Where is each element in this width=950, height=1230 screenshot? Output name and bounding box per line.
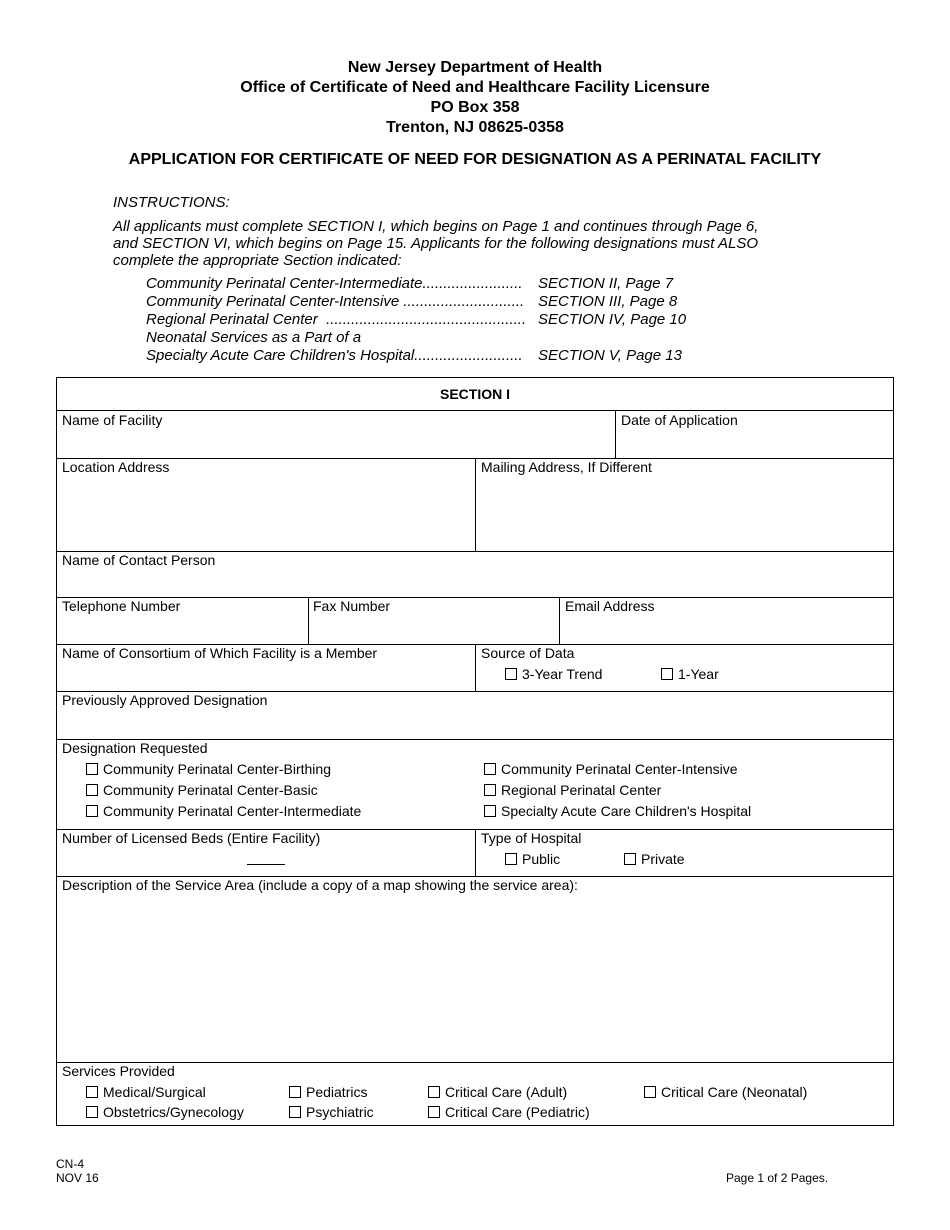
checkbox-icon[interactable]	[428, 1106, 440, 1118]
section-1-form	[56, 377, 894, 1126]
designation-intermediate-checkbox[interactable]	[86, 803, 361, 819]
checkbox-icon[interactable]	[484, 763, 496, 775]
checkbox-label: Community Perinatal Center-Intensive	[501, 761, 738, 777]
agency-name: New Jersey Department of Health	[347, 59, 603, 76]
location-address-field[interactable]: Location Address	[62, 459, 170, 475]
column-divider	[615, 410, 616, 458]
column-divider	[308, 597, 309, 644]
checkbox-label: Obstetrics/Gynecology	[103, 1104, 244, 1120]
checkbox-label: Private	[641, 851, 685, 867]
service-pediatrics-checkbox[interactable]	[289, 1084, 367, 1100]
column-divider	[475, 644, 476, 691]
service-area-field[interactable]: Description of the Service Area (include a copy of a map showing the service area):	[62, 877, 578, 893]
name-of-facility-field[interactable]: Name of Facility	[62, 412, 163, 428]
licensed-beds-label: Number of Licensed Beds (Entire Facility)	[62, 830, 321, 846]
instructions-line-2: and SECTION VI, which begins on Page 15. Applicants for the following designations must ALSO	[113, 235, 759, 252]
toc-section: SECTION IV, Page 10	[538, 311, 687, 328]
checkbox-icon[interactable]	[86, 784, 98, 796]
instructions-line-1: All applicants must complete SECTION I, which begins on Page 1 and continues through Page 6,	[113, 218, 759, 235]
column-divider	[559, 597, 560, 644]
checkbox-label: Community Perinatal Center-Basic	[103, 782, 318, 798]
po-box: PO Box 358	[430, 99, 520, 116]
fax-field[interactable]: Fax Number	[313, 598, 391, 614]
row-divider	[57, 597, 893, 598]
email-field[interactable]: Email Address	[565, 598, 655, 614]
city-state-zip: Trenton, NJ 08625-0358	[386, 119, 564, 136]
services-provided-label: Services Provided	[62, 1063, 175, 1079]
checkbox-label: Critical Care (Adult)	[445, 1084, 568, 1100]
telephone-field[interactable]: Telephone Number	[62, 598, 181, 614]
source-3-year-trend-checkbox[interactable]	[505, 666, 602, 682]
checkbox-icon[interactable]	[289, 1106, 301, 1118]
checkbox-icon[interactable]	[484, 805, 496, 817]
toc-label: Regional Perinatal Center ................................................	[146, 311, 527, 328]
consortium-field[interactable]: Name of Consortium of Which Facility is a Member	[62, 645, 378, 661]
toc-section: SECTION III, Page 8	[538, 293, 678, 310]
checkbox-icon[interactable]	[624, 853, 636, 865]
checkbox-icon[interactable]	[484, 784, 496, 796]
checkbox-icon[interactable]	[428, 1086, 440, 1098]
service-psychiatric-checkbox[interactable]	[289, 1104, 374, 1120]
page-title: APPLICATION FOR CERTIFICATE OF NEED FOR DESIGNATION AS A PERINATAL FACILITY	[128, 151, 822, 168]
service-critical-pediatric-checkbox[interactable]	[428, 1104, 590, 1120]
checkbox-label: Psychiatric	[306, 1104, 374, 1120]
instructions-heading: INSTRUCTIONS:	[113, 194, 230, 211]
checkbox-label: Community Perinatal Center-Intermediate	[103, 803, 362, 819]
toc-label: Community Perinatal Center-Intermediate........................	[146, 275, 523, 292]
checkbox-label: Community Perinatal Center-Birthing	[103, 761, 331, 777]
checkbox-icon[interactable]	[86, 805, 98, 817]
previously-approved-field[interactable]: Previously Approved Designation	[62, 692, 268, 708]
mailing-address-field[interactable]: Mailing Address, If Different	[481, 459, 652, 475]
type-of-hospital-label: Type of Hospital	[481, 830, 582, 846]
service-critical-neonatal-checkbox[interactable]	[644, 1084, 807, 1100]
toc-label: Community Perinatal Center-Intensive .............................	[146, 293, 525, 310]
checkbox-label: Pediatrics	[306, 1084, 368, 1100]
checkbox-label: Regional Perinatal Center	[501, 782, 662, 798]
service-medical-surgical-checkbox[interactable]	[86, 1084, 206, 1100]
toc-section: SECTION V, Page 13	[538, 347, 682, 364]
toc-label: Neonatal Services as a Part of a	[146, 329, 362, 346]
designation-birthing-checkbox[interactable]	[86, 761, 331, 777]
toc-label: Specialty Acute Care Children's Hospital..........................	[146, 347, 523, 364]
designation-basic-checkbox[interactable]	[86, 782, 318, 798]
toc-section: SECTION II, Page 7	[538, 275, 674, 292]
designation-requested-label: Designation Requested	[62, 740, 208, 756]
checkbox-label: Critical Care (Neonatal)	[661, 1084, 808, 1100]
contact-person-field[interactable]: Name of Contact Person	[62, 552, 216, 568]
checkbox-label: Medical/Surgical	[103, 1084, 206, 1100]
source-of-data-label: Source of Data	[481, 645, 575, 661]
checkbox-icon[interactable]	[289, 1086, 301, 1098]
form-code: CN-4	[56, 1157, 85, 1171]
designation-regional-checkbox[interactable]	[484, 782, 661, 798]
checkbox-label: Public	[522, 851, 561, 867]
checkbox-label: 1-Year	[678, 666, 719, 682]
hospital-private-checkbox[interactable]	[624, 851, 685, 867]
checkbox-icon[interactable]	[661, 668, 673, 680]
source-1-year-checkbox[interactable]	[661, 666, 719, 682]
form-date: NOV 16	[56, 1171, 99, 1185]
checkbox-icon[interactable]	[86, 1106, 98, 1118]
hospital-public-checkbox[interactable]	[505, 851, 560, 867]
row-divider	[57, 410, 893, 411]
service-obstetrics-checkbox[interactable]	[86, 1104, 244, 1120]
date-of-application-field[interactable]: Date of Application	[621, 412, 738, 428]
column-divider	[475, 458, 476, 551]
checkbox-icon[interactable]	[86, 1086, 98, 1098]
office-name: Office of Certificate of Need and Healthcare Facility Licensure	[240, 79, 710, 96]
checkbox-label: Specialty Acute Care Children's Hospital	[501, 803, 752, 819]
checkbox-icon[interactable]	[505, 853, 517, 865]
designation-childrens-hospital-checkbox[interactable]	[484, 803, 751, 819]
checkbox-label: 3-Year Trend	[522, 666, 603, 682]
designation-intensive-checkbox[interactable]	[484, 761, 738, 777]
page-number: Page 1 of 2 Pages.	[726, 1171, 829, 1185]
row-divider	[57, 1062, 893, 1063]
checkbox-icon[interactable]	[644, 1086, 656, 1098]
instructions-line-3: complete the appropriate Section indicated:	[113, 252, 402, 269]
checkbox-icon[interactable]	[86, 763, 98, 775]
section-title: SECTION I	[439, 386, 510, 402]
column-divider	[475, 829, 476, 876]
checkbox-label: Critical Care (Pediatric)	[445, 1104, 590, 1120]
service-critical-adult-checkbox[interactable]	[428, 1084, 567, 1100]
licensed-beds-input-line[interactable]	[247, 864, 285, 865]
checkbox-icon[interactable]	[505, 668, 517, 680]
